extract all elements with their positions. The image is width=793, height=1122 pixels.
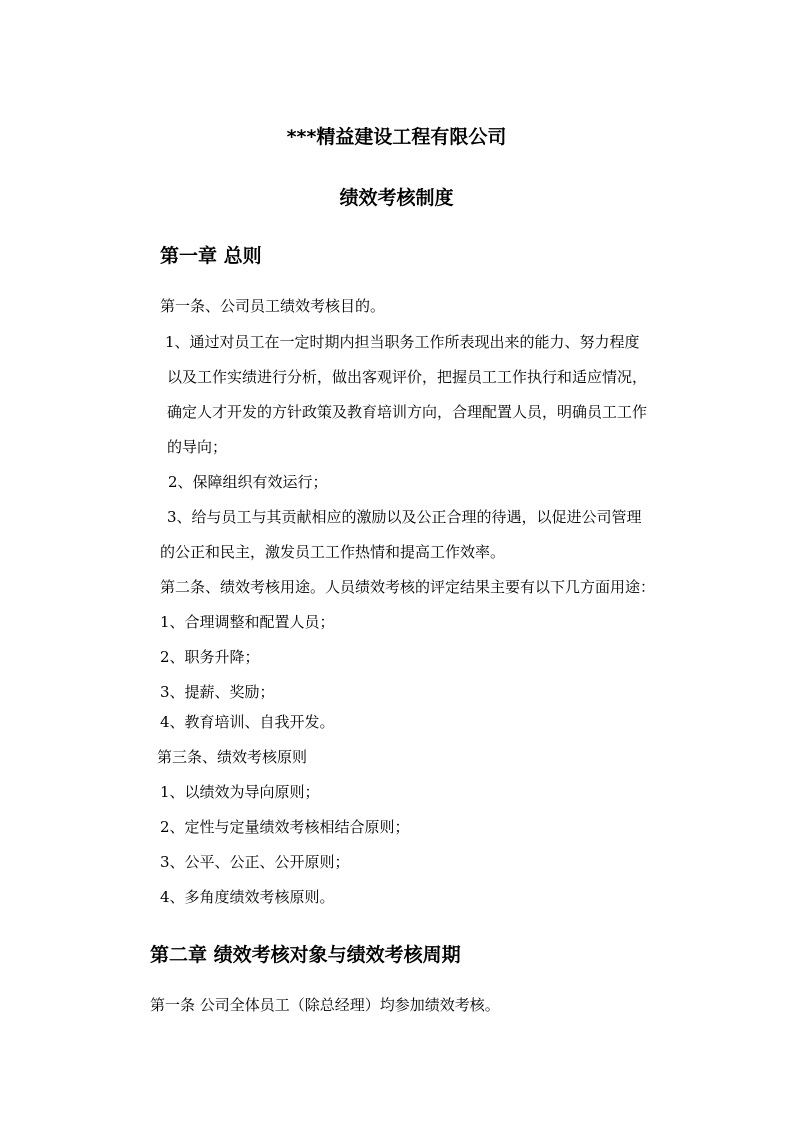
paragraph-line: 3、给与员工与其贡献相应的激励以及公正合理的待遇，以促进公司管理 (167, 508, 642, 526)
document-title: ***精益建设工程有限公司 (286, 126, 507, 148)
chapter2-heading: 第二章 绩效考核对象与绩效考核周期 (150, 944, 461, 966)
paragraph-line: 第三条、绩效考核原则 (157, 748, 308, 766)
paragraph-line: 以及工作实绩进行分析，做出客观评价，把握员工工作执行和适应情况， (167, 368, 648, 386)
paragraph-line: 2、职务升降； (160, 648, 260, 666)
paragraph-line: 2、保障组织有效运行； (168, 473, 328, 491)
paragraph-line: 第二条、绩效考核用途。人员绩效考核的评定结果主要有以下几方面用途： (160, 578, 656, 596)
paragraph-line: 第一条、公司员工绩效考核目的。 (160, 297, 386, 315)
paragraph-line: 的导向； (167, 438, 228, 456)
paragraph-line: 4、多角度绩效考核原则。 (160, 888, 335, 906)
document-subtitle: 绩效考核制度 (339, 187, 454, 209)
paragraph-line: 1、以绩效为导向原则； (160, 783, 320, 801)
paragraph-line: 1、合理调整和配置人员； (160, 613, 335, 631)
paragraph-line: 3、公平、公正、公开原则； (160, 853, 350, 871)
paragraph-line: 第一条 公司全体员工（除总经理）均参加绩效考核。 (150, 996, 500, 1014)
paragraph-line: 2、定性与定量绩效考核相结合原则； (160, 818, 410, 836)
paragraph-line: 确定人才开发的方针政策及教育培训方向，合理配置人员，明确员工工作 (167, 403, 648, 421)
paragraph-line: 的公正和民主，激发员工工作热情和提高工作效率。 (160, 543, 506, 561)
paragraph-line: 1、通过对员工在一定时期内担当职务工作所表现出来的能力、努力程度 (165, 333, 640, 351)
paragraph-line: 3、提薪、奖励； (160, 683, 275, 701)
chapter1-heading: 第一章 总则 (160, 245, 262, 267)
paragraph-line: 4、教育培训、自我开发。 (160, 713, 335, 731)
